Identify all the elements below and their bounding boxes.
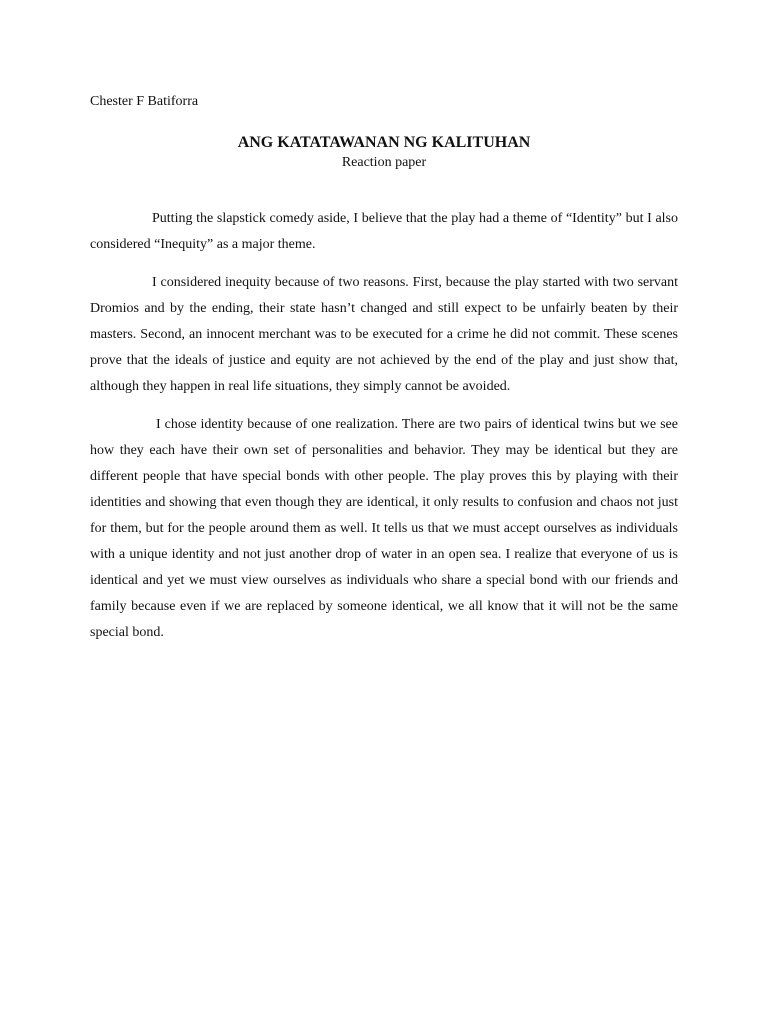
document-body xyxy=(90,206,678,658)
document-subtitle: Reaction paper xyxy=(341,155,427,170)
paragraph-inequity: I considered inequity because of two reasons. First, because the play started with two servant Dromios and by the ending, their state hasn’t changed and still expect to be unfairly beaten by their masters. Second, an innocent merchant was to be executed for a crime he did not commit. These scenes prove that the ideals of justice and equity are not achieved by the end of the play and just show that, although they happen in real life situations, they simply cannot be avoided. xyxy=(90,275,678,394)
paragraph-identity: I chose identity because of one realization. There are two pairs of identical twins but we see how they each have their own set of personalities and behavior. They may be identical but they are different people that have special bonds with other people. The play proves this by playing with their identities and showing that even though they are identical, it only results to confusion and chaos not just for them, but for the people around them as well. It tells us that we must accept ourselves as individuals with a unique identity and not just another drop of water in an open sea. I realize that everyone of us is identical and yet we must view ourselves as individuals who share a special bond with our friends and family because even if we are replaced by someone identical, we all know that it will not be the same special bond. xyxy=(90,417,678,640)
author-name: Chester F Batiforra xyxy=(90,94,199,109)
document-title: ANG KATATAWANAN NG KALITUHAN xyxy=(237,134,531,151)
paragraph-identity-intro: Putting the slapstick comedy aside, I believe that the play had a theme of “Identity” but I also considered “Inequity” as a major theme. xyxy=(90,211,678,252)
